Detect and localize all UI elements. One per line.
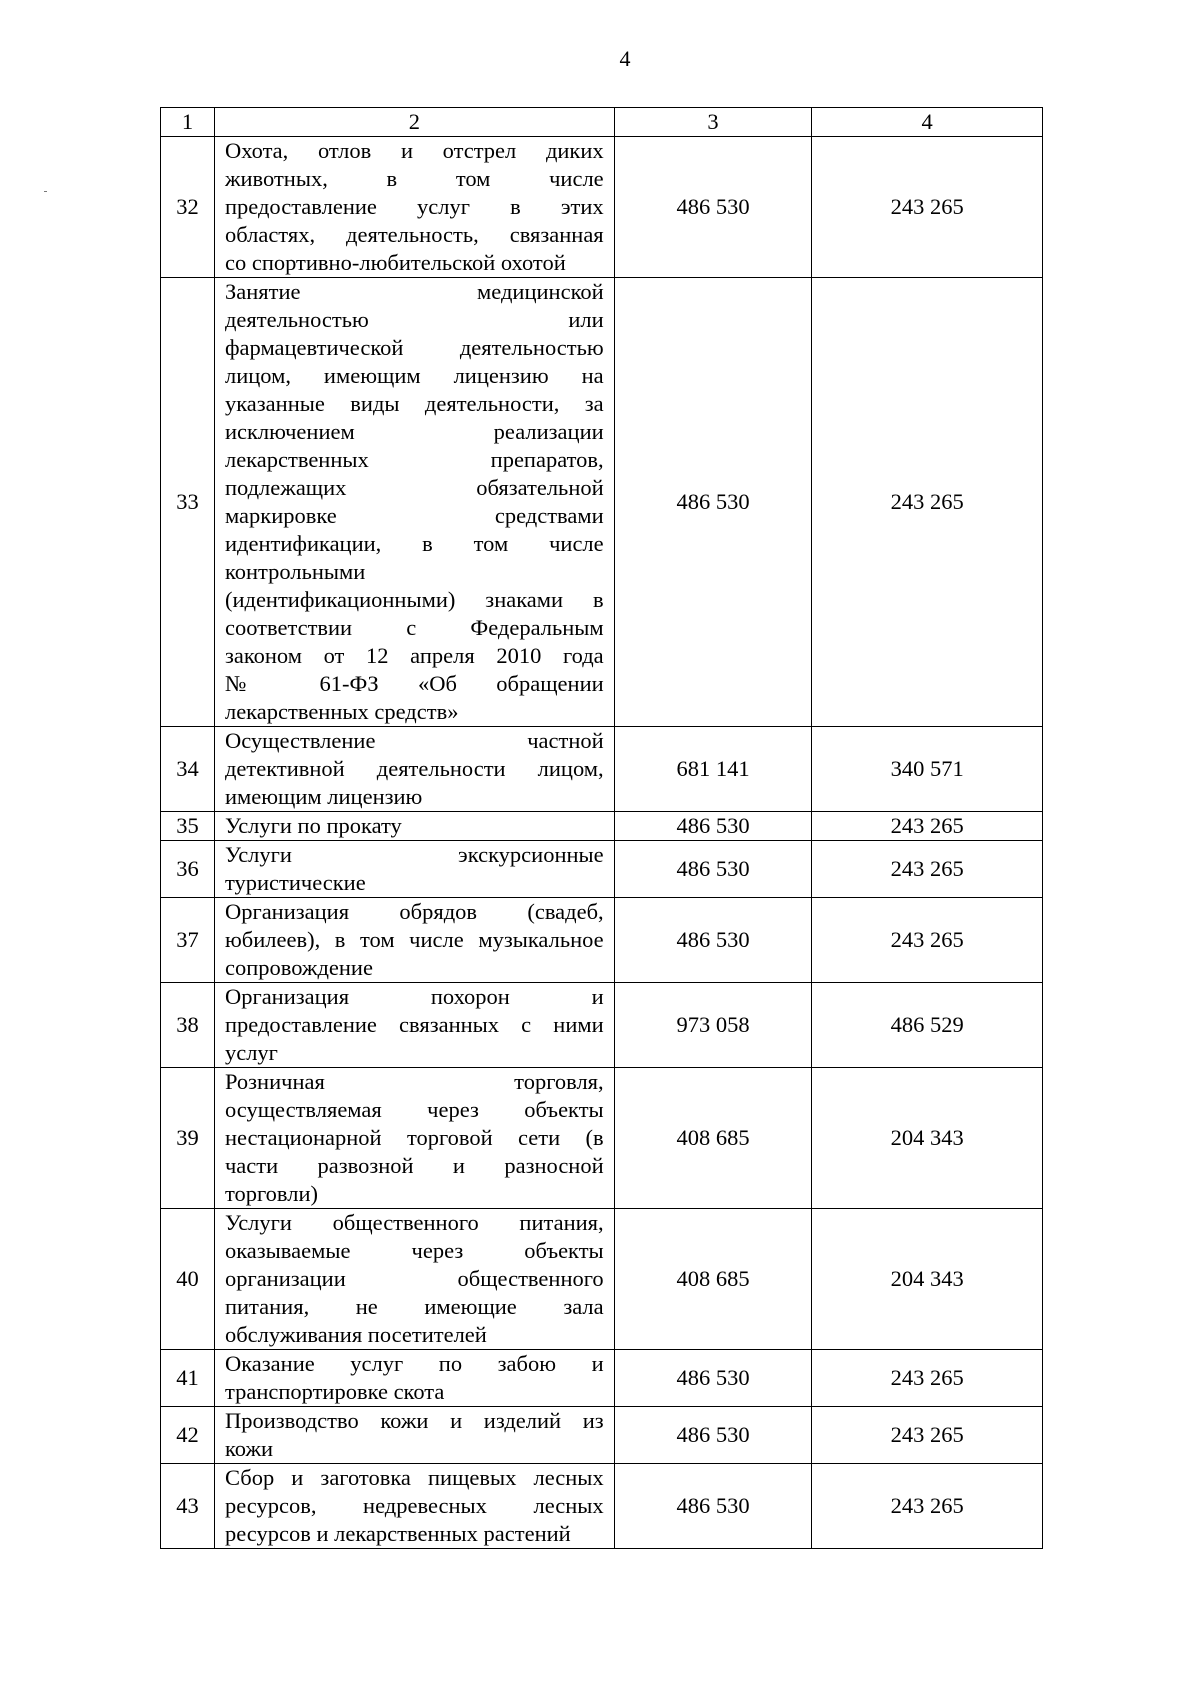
value-column-4: 243 265	[812, 1407, 1043, 1464]
table-row	[161, 898, 1043, 983]
description-line: кожи	[224, 1436, 274, 1461]
table-row	[161, 812, 1043, 841]
value-column-3: 408 685	[614, 1209, 812, 1350]
activity-description	[214, 278, 614, 727]
table-row	[161, 1350, 1043, 1407]
activity-description	[214, 1407, 614, 1464]
activity-description	[214, 137, 614, 278]
scan-speck	[44, 191, 47, 192]
table-row	[161, 278, 1043, 727]
value-column-4: 486 529	[812, 983, 1043, 1068]
row-number: 34	[161, 727, 215, 812]
table-header-row	[161, 108, 1043, 137]
description-line: транспортировке скота	[224, 1379, 445, 1404]
description-line: Услуги по прокату	[224, 813, 402, 838]
description-line: (идентификационными) знаками в	[224, 587, 604, 612]
row-number: 41	[161, 1350, 215, 1407]
value-column-3: 486 530	[614, 137, 812, 278]
value-column-4: 243 265	[812, 1464, 1043, 1549]
row-number: 43	[161, 1464, 215, 1549]
description-line: областях, деятельность, связанная	[224, 222, 604, 247]
header-cell-1: 1	[161, 108, 215, 137]
value-column-3: 486 530	[614, 1464, 812, 1549]
activity-description	[214, 812, 614, 841]
description-line: нестационарной торговой сети (в	[224, 1125, 604, 1150]
header-cell-2: 2	[214, 108, 614, 137]
description-line: части развозной и разносной	[224, 1153, 604, 1178]
activity-description	[214, 898, 614, 983]
value-column-3: 973 058	[614, 983, 812, 1068]
page-number: 4	[619, 46, 631, 71]
description-line: торговли)	[224, 1181, 319, 1206]
row-number: 40	[161, 1209, 215, 1350]
row-number: 42	[161, 1407, 215, 1464]
row-number: 37	[161, 898, 215, 983]
activity-description	[214, 983, 614, 1068]
description-line: Занятие медицинской	[224, 279, 604, 304]
activity-description	[214, 1068, 614, 1209]
description-line: Организация обрядов (свадеб,	[224, 899, 604, 924]
value-column-4: 204 343	[812, 1068, 1043, 1209]
description-line: ресурсов и лекарственных растений	[224, 1521, 571, 1546]
table-row	[161, 1407, 1043, 1464]
description-line: сопровождение	[224, 955, 373, 980]
row-number: 39	[161, 1068, 215, 1209]
description-line: лекарственных препаратов,	[224, 447, 604, 472]
table-row	[161, 983, 1043, 1068]
description-line: юбилеев), в том числе музыкальное	[224, 927, 604, 952]
value-column-4: 243 265	[812, 278, 1043, 727]
description-line: ресурсов, недревесных лесных	[224, 1493, 604, 1518]
header-cell-3: 3	[614, 108, 812, 137]
description-line: лекарственных средств»	[224, 699, 459, 724]
description-line: Производство кожи и изделий из	[224, 1408, 604, 1433]
value-column-3: 486 530	[614, 278, 812, 727]
description-line: идентификации, в том числе	[224, 531, 604, 556]
description-line: имеющим лицензию	[224, 784, 423, 809]
table-row	[161, 727, 1043, 812]
value-column-4: 243 265	[812, 1350, 1043, 1407]
description-line: подлежащих обязательной	[224, 475, 604, 500]
value-column-4: 204 343	[812, 1209, 1043, 1350]
value-column-4: 243 265	[812, 812, 1043, 841]
description-line: Розничная торговля,	[224, 1069, 604, 1094]
description-line: Организация похорон и	[224, 984, 604, 1009]
value-column-4: 340 571	[812, 727, 1043, 812]
table-row	[161, 1068, 1043, 1209]
row-number: 33	[161, 278, 215, 727]
description-line: контрольными	[224, 559, 366, 584]
description-line: питания, не имеющие зала	[224, 1294, 604, 1319]
description-line: предоставление услуг в этих	[224, 194, 604, 219]
description-line: Услуги общественного питания,	[224, 1210, 604, 1235]
description-line: Оказание услуг по забою и	[224, 1351, 604, 1376]
description-line: Услуги экскурсионные	[224, 842, 604, 867]
description-line: Осуществление частной	[224, 728, 604, 753]
value-column-3: 486 530	[614, 1350, 812, 1407]
description-line: деятельностью или	[224, 307, 604, 332]
description-line: соответствии с Федеральным	[224, 615, 604, 640]
description-line: Охота, отлов и отстрел диких	[224, 138, 604, 163]
table-row	[161, 137, 1043, 278]
value-column-3: 486 530	[614, 841, 812, 898]
activity-description	[214, 727, 614, 812]
activity-description	[214, 1350, 614, 1407]
description-line: исключением реализации	[224, 419, 604, 444]
activity-description	[214, 1464, 614, 1549]
description-line: детективной деятельности лицом,	[224, 756, 604, 781]
activity-description	[214, 841, 614, 898]
description-line: оказываемые через объекты	[224, 1238, 604, 1263]
row-number: 32	[161, 137, 215, 278]
value-column-3: 486 530	[614, 1407, 812, 1464]
description-line: туристические	[224, 870, 366, 895]
description-line: фармацевтической деятельностью	[224, 335, 604, 360]
table-row	[161, 841, 1043, 898]
description-line: осуществляемая через объекты	[224, 1097, 604, 1122]
description-line: услуг	[224, 1040, 278, 1065]
table-row	[161, 1209, 1043, 1350]
description-line: маркировке средствами	[224, 503, 604, 528]
description-line: Сбор и заготовка пищевых лесных	[224, 1465, 604, 1490]
row-number: 36	[161, 841, 215, 898]
activity-description	[214, 1209, 614, 1350]
description-line: лицом, имеющим лицензию на	[224, 363, 604, 388]
value-column-3: 681 141	[614, 727, 812, 812]
description-line: № 61-ФЗ «Об обращении	[224, 671, 604, 696]
value-column-3: 408 685	[614, 1068, 812, 1209]
value-column-4: 243 265	[812, 137, 1043, 278]
row-number: 38	[161, 983, 215, 1068]
table-row	[161, 1464, 1043, 1549]
description-line: предоставление связанных с ними	[224, 1012, 604, 1037]
description-line: законом от 12 апреля 2010 года	[224, 643, 604, 668]
value-column-3: 486 530	[614, 898, 812, 983]
value-column-4: 243 265	[812, 898, 1043, 983]
value-column-4: 243 265	[812, 841, 1043, 898]
description-line: организации общественного	[224, 1266, 604, 1291]
description-line: указанные виды деятельности, за	[224, 391, 604, 416]
description-line: со спортивно-любительской охотой	[224, 250, 566, 275]
description-line: животных, в том числе	[224, 166, 604, 191]
row-number: 35	[161, 812, 215, 841]
header-cell-4: 4	[812, 108, 1043, 137]
activities-table	[160, 107, 1043, 1549]
table-body	[161, 108, 1043, 1549]
description-line: обслуживания посетителей	[224, 1322, 487, 1347]
value-column-3: 486 530	[614, 812, 812, 841]
